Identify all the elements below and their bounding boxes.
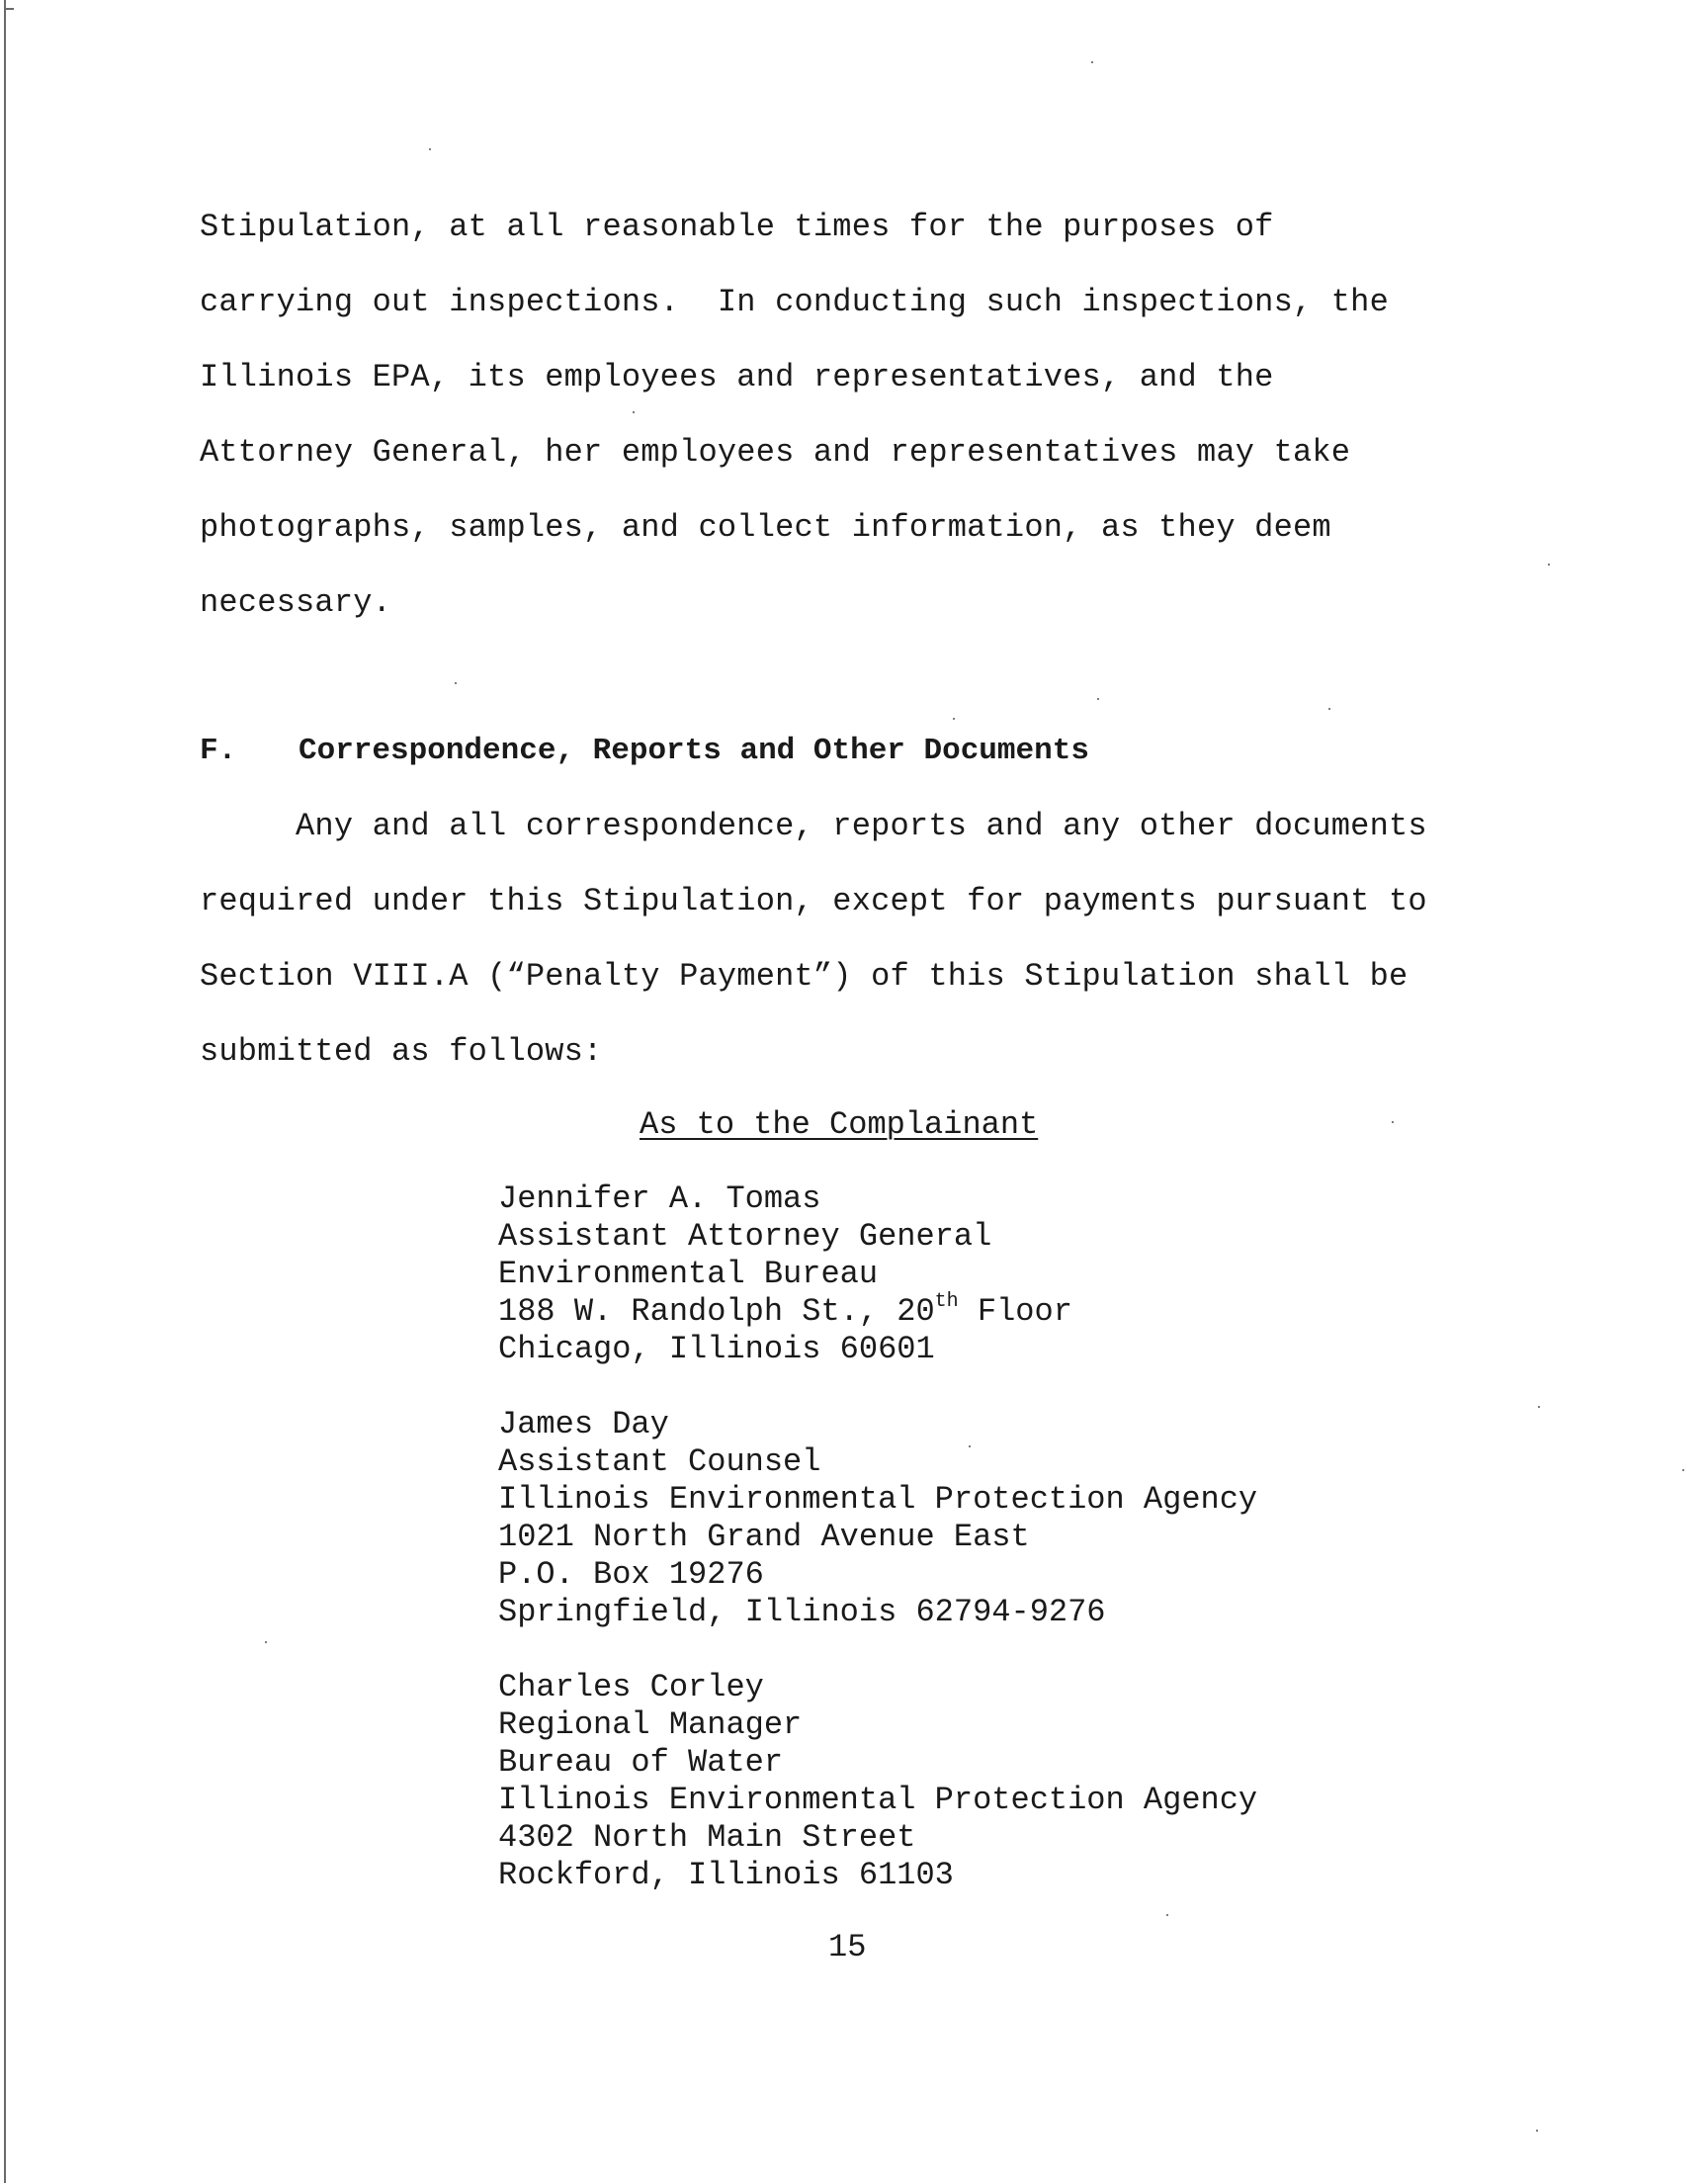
address-line: Regional Manager bbox=[498, 1706, 803, 1743]
scan-speck bbox=[953, 718, 955, 720]
scan-speck bbox=[429, 148, 431, 150]
address-line: 4302 North Main Street bbox=[498, 1819, 916, 1856]
paragraph-line: Any and all correspondence, reports and any other documents bbox=[200, 808, 1427, 844]
address-line: 1021 North Grand Avenue East bbox=[498, 1519, 1030, 1555]
address-line: Illinois Environmental Protection Agency bbox=[498, 1481, 1258, 1518]
address-line: P.O. Box 19276 bbox=[498, 1556, 764, 1593]
scan-speck bbox=[1166, 1914, 1168, 1916]
address-line: Rockford, Illinois 61103 bbox=[498, 1857, 954, 1893]
address-line: Environmental Bureau bbox=[498, 1256, 879, 1292]
address-line: Bureau of Water bbox=[498, 1744, 784, 1781]
ordinal-superscript: th bbox=[934, 1290, 959, 1314]
section-title: Correspondence, Reports and Other Documents bbox=[299, 734, 1089, 768]
street-suffix: Floor bbox=[958, 1293, 1072, 1330]
scan-speck bbox=[1536, 2130, 1538, 2132]
scan-speck bbox=[455, 682, 457, 684]
address-street-line bbox=[498, 1290, 1072, 1331]
scan-speck bbox=[1538, 1406, 1540, 1408]
scan-speck bbox=[1682, 1469, 1684, 1471]
scan-speck bbox=[265, 1641, 267, 1643]
street-prefix: 188 W. Randolph St., 20 bbox=[498, 1293, 935, 1330]
section-letter: F. bbox=[200, 734, 237, 768]
address-line: Chicago, Illinois 60601 bbox=[498, 1331, 935, 1367]
scan-speck bbox=[1091, 61, 1093, 63]
scan-speck bbox=[969, 1445, 971, 1447]
scan-speck bbox=[1328, 708, 1330, 710]
section-heading bbox=[200, 732, 1089, 771]
page-number: 15 bbox=[828, 1929, 867, 1965]
complainant-subheading: As to the Complainant bbox=[640, 1106, 1039, 1143]
paragraph-line: necessary. bbox=[200, 584, 392, 621]
scan-speck bbox=[1392, 1121, 1394, 1123]
address-line: Illinois Environmental Protection Agency bbox=[498, 1782, 1258, 1818]
paragraph-line: Illinois EPA, its employees and representatives, and the bbox=[200, 359, 1274, 395]
paragraph-line: carrying out inspections. In conducting such inspections, the bbox=[200, 284, 1389, 320]
paragraph-line: required under this Stipulation, except for payments pursuant to bbox=[200, 883, 1427, 919]
paragraph-line: Section VIII.A (“Penalty Payment”) of this Stipulation shall be bbox=[200, 958, 1409, 995]
paragraph-line: photographs, samples, and collect information, as they deem bbox=[200, 509, 1331, 546]
scan-speck bbox=[1097, 698, 1099, 700]
paragraph-line: submitted as follows: bbox=[200, 1033, 603, 1070]
address-line: Springfield, Illinois 62794-9276 bbox=[498, 1594, 1106, 1630]
paragraph-line: Stipulation, at all reasonable times for the purposes of bbox=[200, 209, 1274, 245]
scan-speck bbox=[1548, 564, 1550, 566]
paragraph-line: Attorney General, her employees and representatives may take bbox=[200, 434, 1351, 471]
address-line: Charles Corley bbox=[498, 1669, 764, 1705]
address-line: Assistant Counsel bbox=[498, 1443, 821, 1480]
scan-speck bbox=[633, 411, 635, 413]
address-line: Jennifer A. Tomas bbox=[498, 1180, 821, 1217]
address-line: Assistant Attorney General bbox=[498, 1218, 992, 1255]
page-corner-mark bbox=[4, 8, 14, 10]
page-left-edge bbox=[4, 0, 6, 2183]
address-line: James Day bbox=[498, 1406, 669, 1442]
